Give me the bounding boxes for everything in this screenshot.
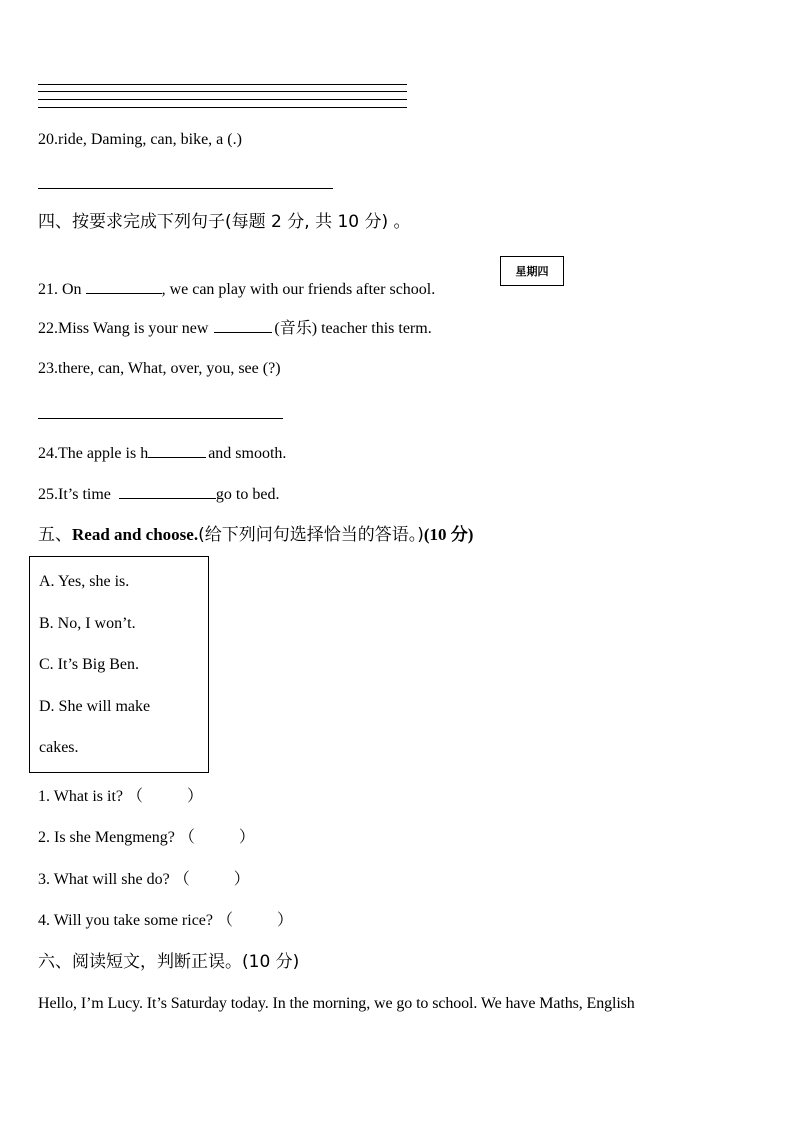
question-25-after: go to bed. (215, 486, 280, 503)
section-5-score: (10 分) (423, 525, 474, 544)
choice-question-4 (38, 911, 293, 931)
question-22-before: 22.Miss Wang is your new (38, 320, 209, 337)
question-21-before: 21. On (38, 281, 82, 298)
answer-paren-close: ） (238, 829, 255, 846)
answer-paren-open: （ (127, 788, 144, 805)
question-21-after: , we can play with our friends after school. (161, 281, 436, 298)
question-21 (38, 278, 435, 300)
answer-paren-open: （ (217, 912, 234, 929)
question-20: 20.ride, Daming, can, bike, a (.) (38, 131, 242, 148)
section-5-instruction: (给下列问句选择恰当的答语。) (198, 525, 424, 545)
option-a: A. Yes, she is. (39, 573, 130, 590)
answer-paren-close: ） (187, 788, 204, 805)
question-text: 2. Is she Mengmeng? (38, 829, 175, 846)
question-22 (38, 317, 432, 339)
question-24 (38, 442, 286, 464)
question-text: 4. Will you take some rice? (38, 912, 214, 929)
answer-line-20[interactable] (38, 188, 333, 189)
blank-25[interactable] (119, 483, 216, 499)
choice-question-3 (38, 870, 250, 890)
question-25 (38, 483, 279, 505)
answer-paren-open: （ (178, 829, 195, 846)
answer-line (38, 84, 407, 85)
question-23: 23.there, can, What, over, you, see (?) (38, 360, 281, 377)
answer-paren-open: （ (173, 871, 190, 888)
answer-line (38, 91, 407, 92)
section-5-heading (38, 524, 473, 546)
question-text: 1. What is it? (38, 788, 124, 805)
choice-question-1 (38, 787, 203, 807)
weekday-stamp: 星期四 (500, 256, 564, 286)
reading-passage: Hello, I’m Lucy. It’s Saturday today. In the morning, we go to school. We have Maths, English (38, 995, 635, 1012)
option-d: D. She will make (39, 698, 151, 715)
section-6-heading: 六、阅读短文，判断正误。(10 分) (38, 952, 300, 972)
answer-options-box (29, 556, 209, 773)
option-c: C. It’s Big Ben. (39, 656, 140, 673)
blank-21[interactable] (86, 278, 162, 294)
answer-paren-close: ） (277, 912, 294, 929)
answer-line (38, 99, 407, 100)
section-5-number: 五、 (38, 525, 72, 545)
question-24-after: and smooth. (208, 445, 287, 462)
section-5-title: Read and choose. (72, 525, 199, 544)
option-b: B. No, I won’t. (39, 615, 136, 632)
choice-question-2 (38, 828, 255, 848)
question-text: 3. What will she do? (38, 871, 170, 888)
question-22-after: (音乐) teacher this term. (274, 320, 432, 337)
option-d-continued: cakes. (39, 739, 79, 756)
question-24-before: 24.The apple is h (38, 445, 149, 462)
blank-22[interactable] (214, 317, 272, 333)
blank-24[interactable] (148, 442, 206, 458)
question-25-before: 25.It’s time (38, 486, 111, 503)
answer-line (38, 107, 407, 108)
answer-line-23[interactable] (38, 418, 283, 419)
section-4-heading: 四、按要求完成下列句子(每题 2 分, 共 10 分) 。 (38, 212, 411, 232)
answer-paren-close: ） (233, 871, 250, 888)
